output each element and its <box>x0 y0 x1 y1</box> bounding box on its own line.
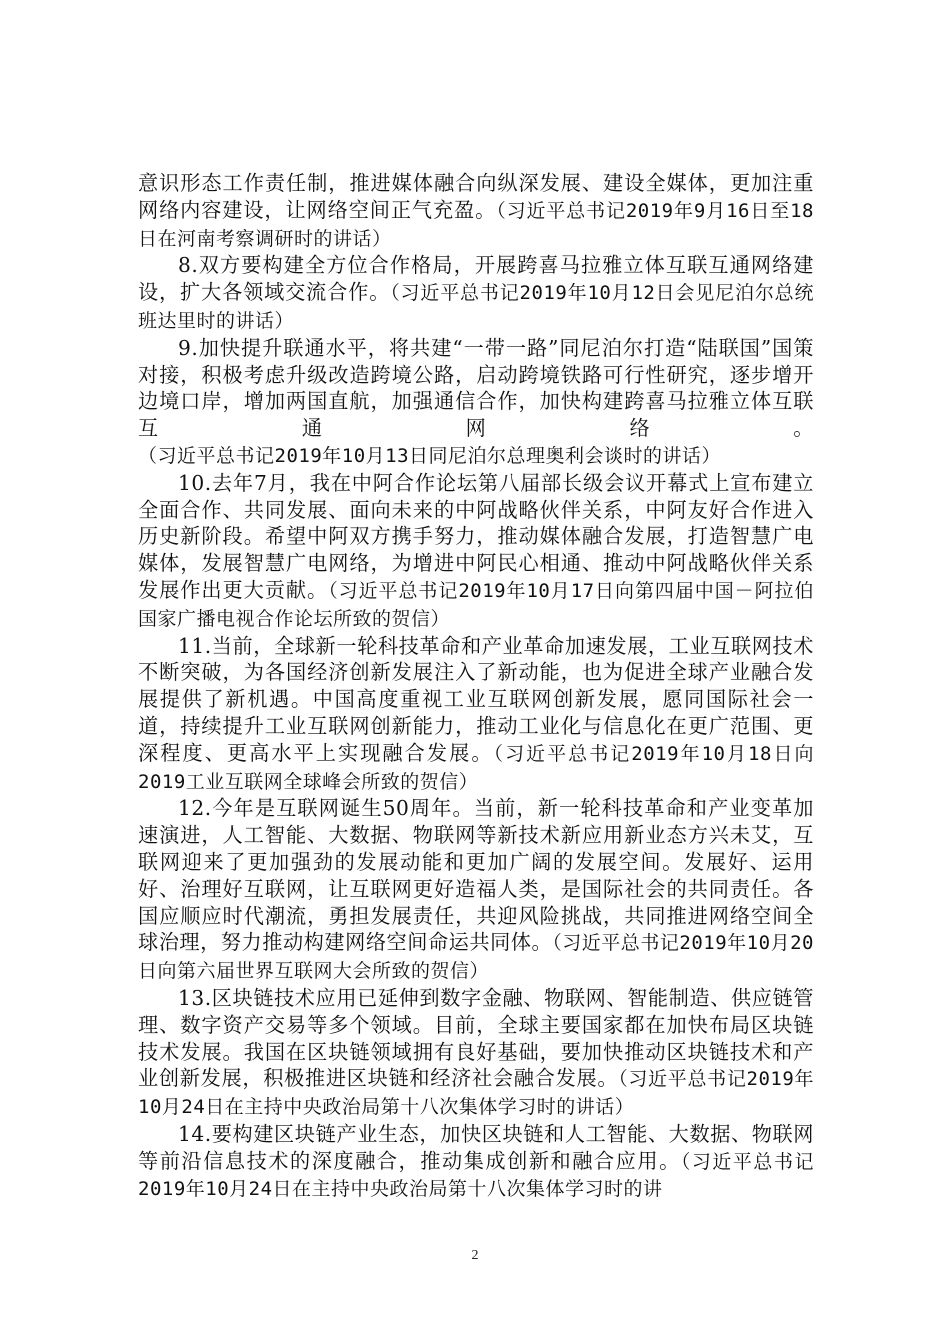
paragraph-citation: （习近平总书记2019年10月20日向第六届世界互联网大会所致的贺信） <box>138 932 814 983</box>
paragraph-12 <box>138 795 814 985</box>
paragraph-citation: （习近平总书记2019年10月24日在主持中央政治局第十八次集体学习时的讲 <box>138 1150 814 1201</box>
paragraph-text: 11.当前，全球新一轮科技革命和产业革命加速发展，工业互联网技术不断突破，为各国经济创新发展注入了新动能，也为促进全球产业融合发展提供了新机遇。中国高度重视工业互联网创新发展，愿同国际社会一道，持续提升工业互联网创新能力，推动工业化与信息化在更广范围、更深程度、更高水平上实现融合发展。 <box>138 633 814 765</box>
paragraph-citation: （习近平总书记2019年10月12日会见尼泊尔总统班达里时的讲话） <box>138 282 814 332</box>
paragraph-citation: （习近平总书记2019年10月17日向第四届中国－阿拉伯国家广播电视合作论坛所致的贺信） <box>138 579 814 630</box>
paragraph-text: 13.区块链技术应用已延伸到数字金融、物联网、智能制造、供应链管理、数字资产交易等多个领域。目前，全球主要国家都在加快布局区块链技术发展。我国在区块链领域拥有良好基础，要加快推动区块链技术和产业创新发展，积极推进区块链和经济社会融合发展。 <box>138 985 814 1091</box>
paragraph-citation: （习近平总书记2019年10月13日同尼泊尔总理奥利会谈时的讲话） <box>138 444 722 467</box>
paragraph-citation: （习近平总书记2019年10月18日向2019工业互联网全球峰会所致的贺信） <box>138 742 814 793</box>
paragraph-11 <box>138 633 814 796</box>
paragraph-text: 12.今年是互联网诞生50周年。当前，新一轮科技革命和产业变革加速演进，人工智能、大数据、物联网等新技术新应用新业态方兴未艾，互联网迎来了更加强劲的发展动能和更加广阔的发展空间。发展好、运用好、治理好互联网，让互联网更好造福人类，是国际社会的共同责任。各国应顺应时代潮流，勇担发展责任，共迎风险挑战，共同推进网络空间全球治理，努力推动构建网络空间命运共同体。 <box>138 796 814 955</box>
paragraph-citation: （习近平总书记2019年9月16日至18日在河南考察调研时的讲话） <box>138 199 814 250</box>
document-body <box>138 170 814 1203</box>
paragraph-citation: （习近平总书记2019年10月24日在主持中央政治局第十八次集体学习时的讲话） <box>138 1068 814 1119</box>
paragraph-10 <box>138 470 814 633</box>
paragraph-text: 10.去年7月，我在中阿合作论坛第八届部长级会议开幕式上宣布建立全面合作、共同发展、面向未来的中阿战略伙伴关系，中阿友好合作进入历史新阶段。希望中阿双方携手努力，推动媒体融合发展，打造智慧广电媒体，发展智慧广电网络，为增进中阿民心相通、推动中阿战略伙伴关系发展作出更大贡献。 <box>138 470 814 602</box>
paragraph-text: 14.要构建区块链产业生态，加快区块链和人工智能、大数据、物联网等前沿信息技术的深度融合，推动集成创新和融合应用。 <box>138 1121 814 1173</box>
paragraph-8 <box>138 252 814 334</box>
paragraph-13 <box>138 985 814 1121</box>
page-number: 2 <box>471 1248 479 1263</box>
paragraph-9 <box>138 335 814 470</box>
paragraph-text: 意识形态工作责任制，推进媒体融合向纵深发展、建设全媒体，更加注重网络内容建设，让网络空间正气充盈。 <box>138 171 814 222</box>
paragraph-text: 9.加快提升联通水平，将共建“一带一路”同尼泊尔打造“陆联国”国策对接，积极考虑升级改造跨境公路，启动跨境铁路可行性研究，逐步增开边境口岸，增加两国直航，加强通信合作，加快构建跨喜马拉雅立体互联互通网络。 <box>138 335 814 441</box>
paragraph-continued <box>138 170 814 252</box>
paragraph-text: 8.双方要构建全方位合作格局，开展跨喜马拉雅立体互联互通网络建设，扩大各领域交流合作。 <box>138 253 814 305</box>
paragraph-14 <box>138 1121 814 1203</box>
